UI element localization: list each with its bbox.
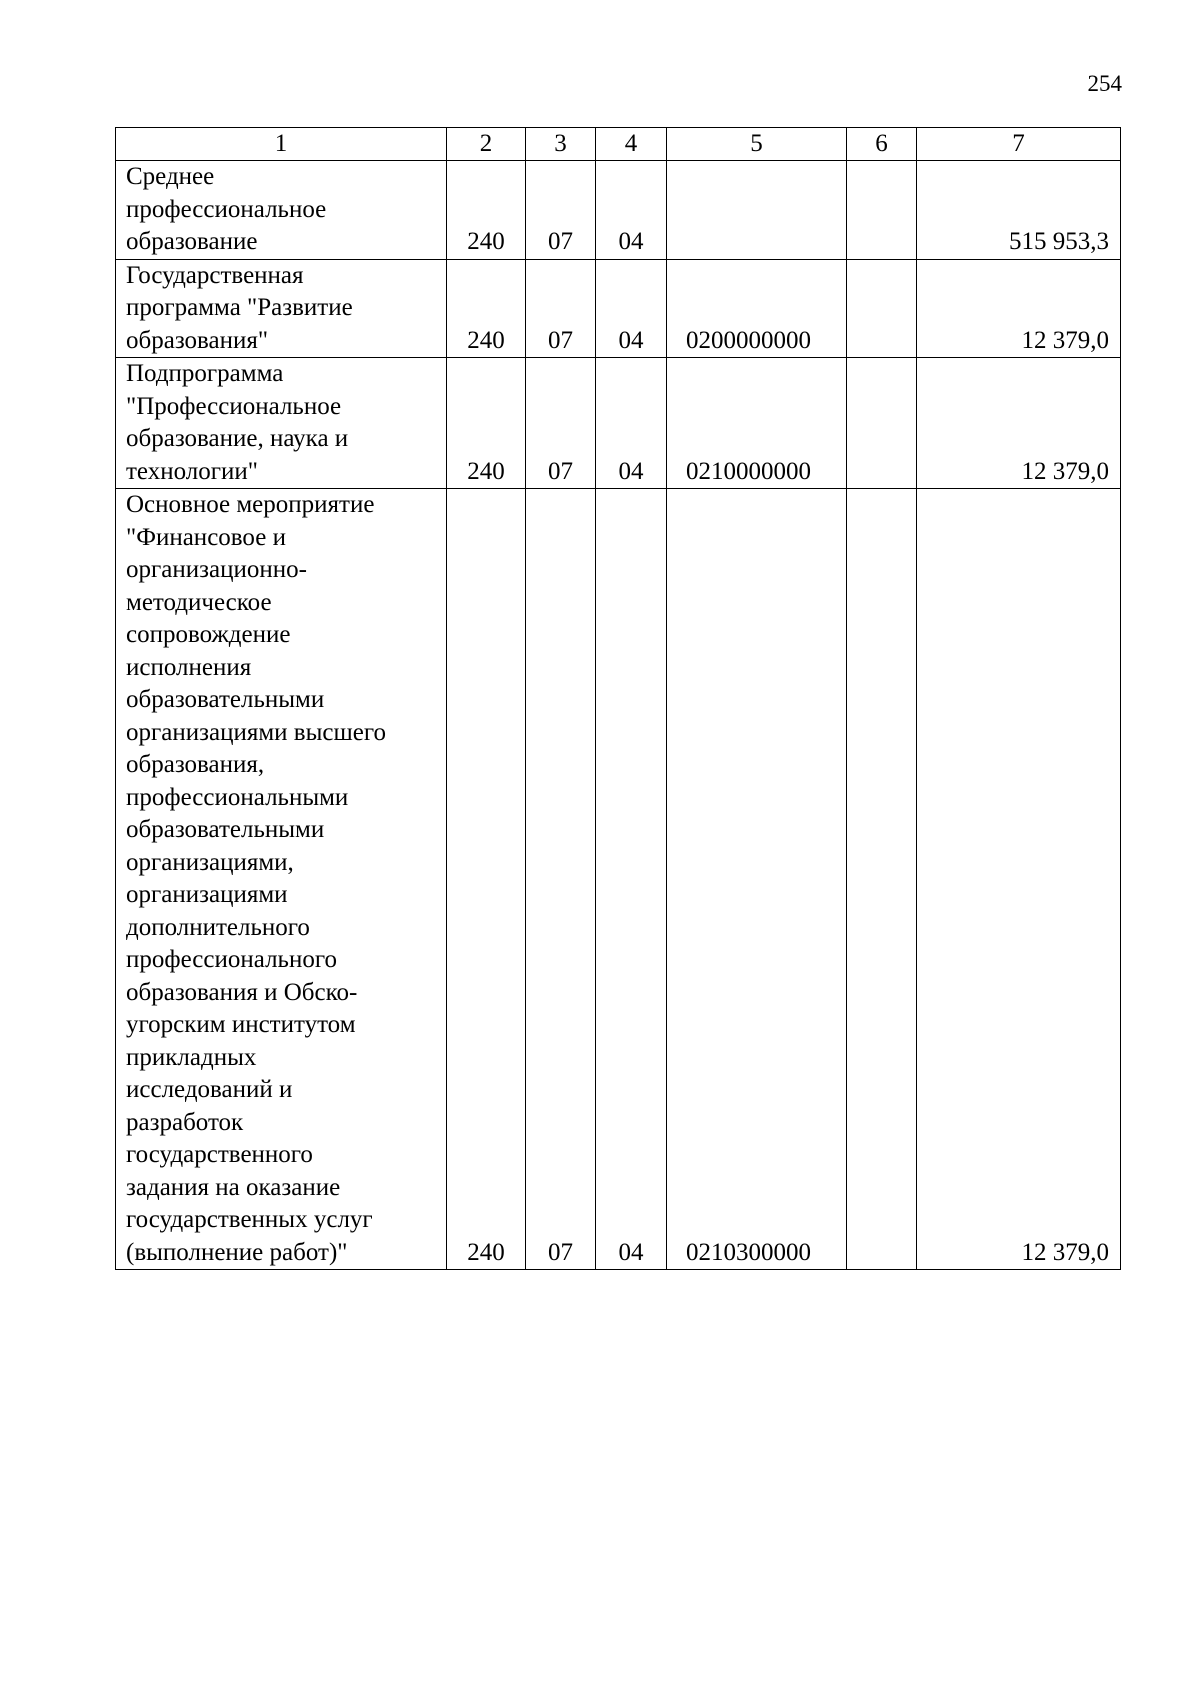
row-name-line: образования, xyxy=(126,751,265,778)
row-name-line: организационно- xyxy=(126,556,307,583)
row-name-line: (выполнение работ)" xyxy=(126,1238,348,1266)
row-name-line: образовательными xyxy=(126,686,325,713)
row-name-line: организациями xyxy=(126,881,288,908)
expense-type-cell xyxy=(847,358,917,489)
row-name-line: Подпрограмма xyxy=(126,360,284,387)
row-name-cell xyxy=(116,358,447,489)
amount-cell: 12 379,0 xyxy=(917,489,1121,1270)
table-row xyxy=(116,161,1121,260)
row-name-line: организациями, xyxy=(126,848,294,876)
table-row xyxy=(116,259,1121,358)
row-name-line: Основное мероприятие xyxy=(126,491,375,518)
row-name-line: государственных услуг xyxy=(126,1206,373,1233)
row-name-line: государственного xyxy=(126,1141,313,1168)
expense-type-cell xyxy=(847,489,917,1270)
expense-type-cell xyxy=(847,161,917,260)
row-name-cell xyxy=(116,259,447,358)
table-row xyxy=(116,489,1121,1270)
row-name-line: прикладных xyxy=(126,1043,257,1071)
row-name-line: разработок xyxy=(126,1108,244,1136)
row-name-line: технологии" xyxy=(126,457,258,485)
target-article-cell: 0210300000 xyxy=(667,489,847,1270)
header-cell: 4 xyxy=(596,128,667,161)
page-number: 254 xyxy=(1087,71,1122,96)
subsection-code-cell: 04 xyxy=(596,489,667,1270)
amount-cell: 515 953,3 xyxy=(917,161,1121,260)
row-name-line: задания на оказание xyxy=(126,1173,341,1201)
ministry-code-cell: 240 xyxy=(447,358,526,489)
row-name-line: профессионального xyxy=(126,946,337,973)
table-body xyxy=(116,161,1121,1270)
row-name-line: методическое xyxy=(126,588,272,616)
row-name-line: образование, наука и xyxy=(126,425,349,452)
row-name-line: сопровождение xyxy=(126,621,291,648)
row-name-line: исследований и xyxy=(126,1076,293,1103)
target-article-cell: 0210000000 xyxy=(667,358,847,489)
section-code-cell: 07 xyxy=(526,489,596,1270)
ministry-code-cell: 240 xyxy=(447,489,526,1270)
budget-table xyxy=(115,127,1121,1270)
ministry-code-cell: 240 xyxy=(447,259,526,358)
row-name-line: образовательными xyxy=(126,816,325,843)
ministry-code-cell: 240 xyxy=(447,161,526,260)
header-cell: 7 xyxy=(917,128,1121,161)
row-name-line: образования и Обско- xyxy=(126,978,358,1006)
table-row xyxy=(116,358,1121,489)
header-cell: 5 xyxy=(667,128,847,161)
header-cell: 6 xyxy=(847,128,917,161)
section-code-cell: 07 xyxy=(526,259,596,358)
row-name-line: Государственная xyxy=(126,261,304,289)
section-code-cell: 07 xyxy=(526,161,596,260)
target-article-cell: 0200000000 xyxy=(667,259,847,358)
row-name-line: профессиональными xyxy=(126,783,349,811)
row-name-line: программа "Развитие xyxy=(126,294,353,321)
expense-type-cell xyxy=(847,259,917,358)
row-name-line: Среднее xyxy=(126,163,215,190)
row-name-line: профессиональное xyxy=(126,195,327,223)
table-header-row xyxy=(116,128,1121,161)
amount-cell: 12 379,0 xyxy=(917,259,1121,358)
row-name-line: образование xyxy=(126,228,258,255)
subsection-code-cell: 04 xyxy=(596,161,667,260)
row-name-line: угорским институтом xyxy=(126,1011,356,1038)
row-name-line: дополнительного xyxy=(126,913,310,941)
row-name-line: организациями высшего xyxy=(126,718,386,746)
row-name-line: образования" xyxy=(126,326,269,354)
section-code-cell: 07 xyxy=(526,358,596,489)
header-cell: 2 xyxy=(447,128,526,161)
subsection-code-cell: 04 xyxy=(596,358,667,489)
amount-cell: 12 379,0 xyxy=(917,358,1121,489)
row-name-line: "Финансовое и xyxy=(126,523,286,551)
row-name-line: исполнения xyxy=(126,653,252,681)
target-article-cell xyxy=(667,161,847,260)
header-cell: 1 xyxy=(116,128,447,161)
header-cell: 3 xyxy=(526,128,596,161)
row-name-cell xyxy=(116,489,447,1270)
row-name-cell xyxy=(116,161,447,260)
row-name-line: "Профессиональное xyxy=(126,392,342,420)
subsection-code-cell: 04 xyxy=(596,259,667,358)
